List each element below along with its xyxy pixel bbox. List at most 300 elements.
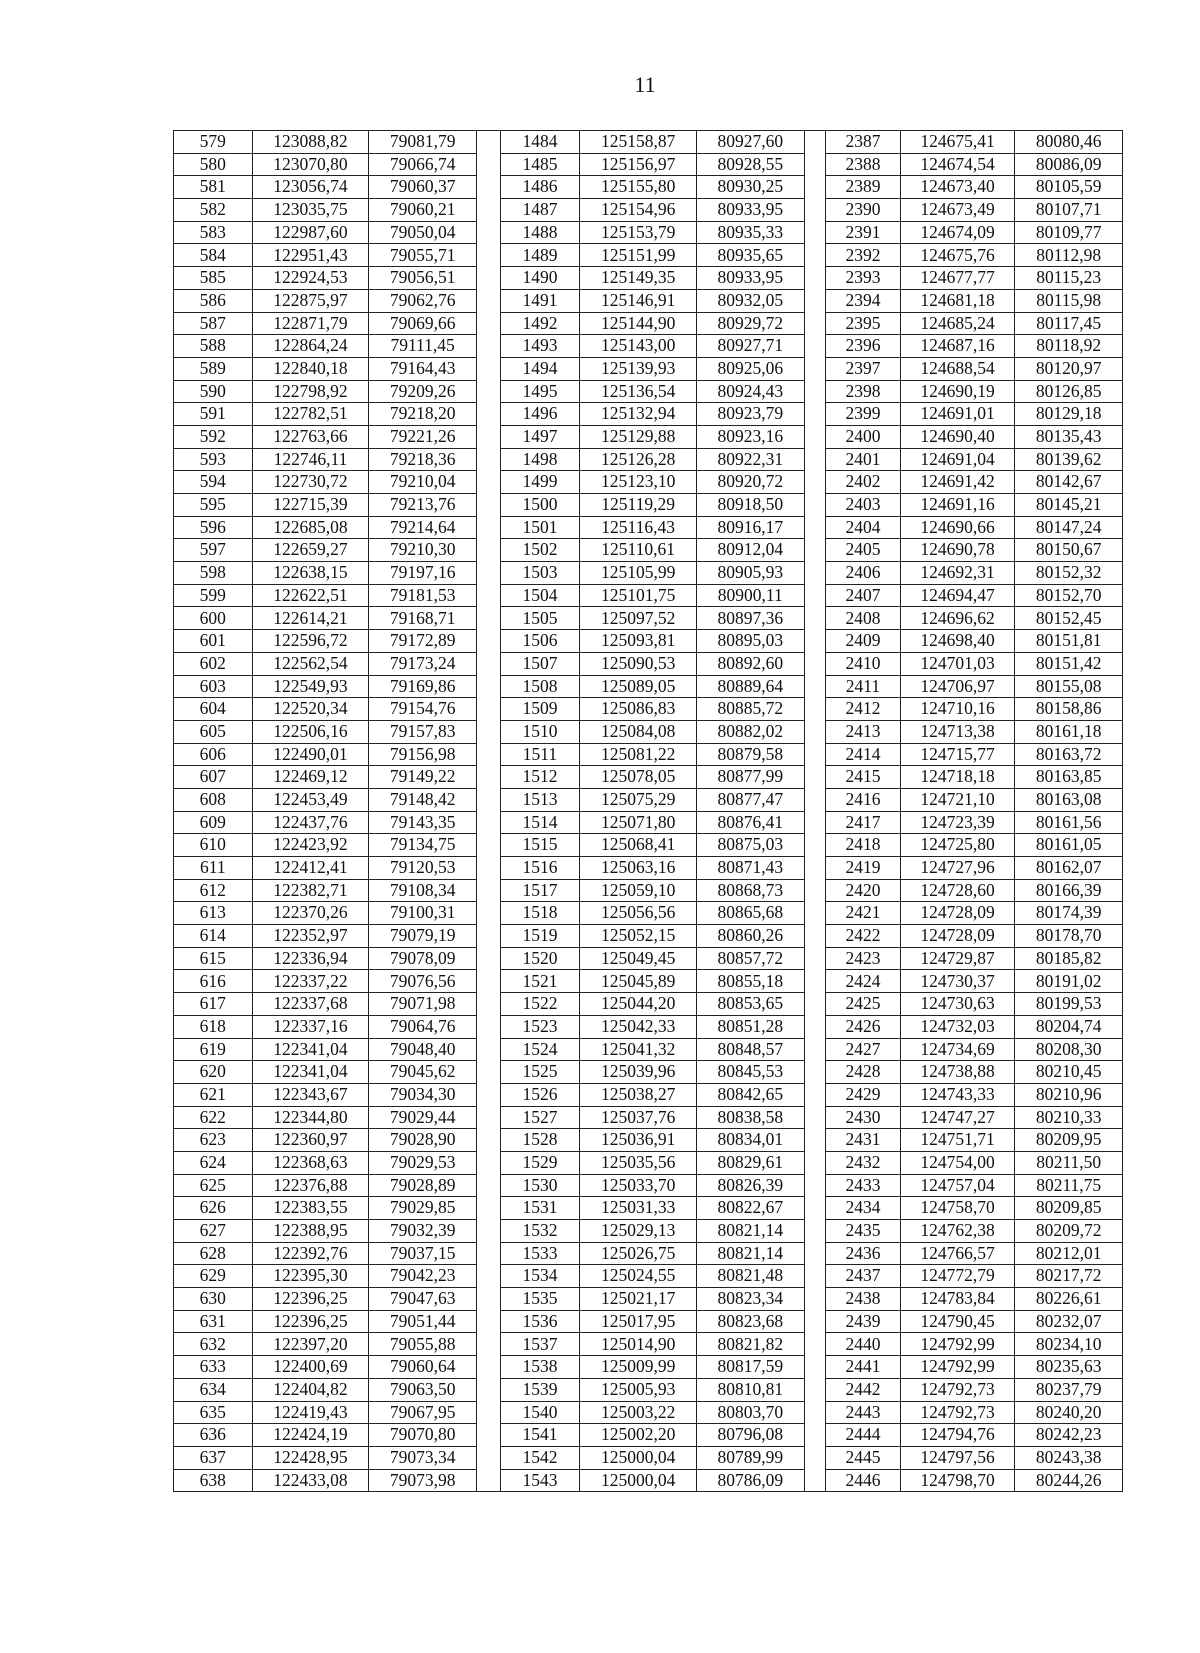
x-coordinate-cell: 124728,60 (900, 879, 1015, 902)
point-number-cell: 631 (174, 1310, 253, 1333)
point-number-cell: 2403 (826, 494, 900, 517)
point-number-cell: 1493 (500, 335, 580, 358)
point-number-cell: 2439 (826, 1310, 900, 1333)
coordinates-table (173, 130, 1123, 1492)
table-row (174, 1106, 1123, 1129)
point-number-cell: 1526 (500, 1083, 580, 1106)
x-coordinate-cell: 122424,19 (252, 1424, 369, 1447)
column-separator (476, 199, 500, 222)
column-separator (476, 562, 500, 585)
point-number-cell: 2394 (826, 289, 900, 312)
y-coordinate-cell: 80845,53 (697, 1061, 805, 1084)
point-number-cell: 2411 (826, 675, 900, 698)
point-number-cell: 1532 (500, 1220, 580, 1243)
y-coordinate-cell: 80152,32 (1015, 562, 1123, 585)
point-number-cell: 2390 (826, 199, 900, 222)
x-coordinate-cell: 122400,69 (252, 1356, 369, 1379)
point-number-cell: 1539 (500, 1378, 580, 1401)
table-row (174, 857, 1123, 880)
column-separator (804, 1083, 826, 1106)
column-separator (804, 312, 826, 335)
point-number-cell: 1518 (500, 902, 580, 925)
x-coordinate-cell: 124728,09 (900, 925, 1015, 948)
point-number-cell: 2401 (826, 448, 900, 471)
y-coordinate-cell: 80237,79 (1015, 1378, 1123, 1401)
point-number-cell: 1542 (500, 1446, 580, 1469)
y-coordinate-cell: 80882,02 (697, 720, 805, 743)
y-coordinate-cell: 80857,72 (697, 947, 805, 970)
y-coordinate-cell: 80158,86 (1015, 698, 1123, 721)
x-coordinate-cell: 124698,40 (900, 630, 1015, 653)
x-coordinate-cell: 122337,68 (252, 993, 369, 1016)
column-separator (804, 1401, 826, 1424)
table-row (174, 720, 1123, 743)
y-coordinate-cell: 80145,21 (1015, 494, 1123, 517)
table-row (174, 1151, 1123, 1174)
table-row (174, 403, 1123, 426)
point-number-cell: 637 (174, 1446, 253, 1469)
point-number-cell: 629 (174, 1265, 253, 1288)
table-row (174, 811, 1123, 834)
x-coordinate-cell: 125090,53 (580, 652, 697, 675)
column-separator (804, 448, 826, 471)
point-number-cell: 593 (174, 448, 253, 471)
y-coordinate-cell: 80842,65 (697, 1083, 805, 1106)
table-row (174, 289, 1123, 312)
x-coordinate-cell: 124798,70 (900, 1469, 1015, 1492)
point-number-cell: 581 (174, 176, 253, 199)
x-coordinate-cell: 124727,96 (900, 857, 1015, 880)
point-number-cell: 632 (174, 1333, 253, 1356)
x-coordinate-cell: 124747,27 (900, 1106, 1015, 1129)
y-coordinate-cell: 80810,81 (697, 1378, 805, 1401)
table-row (174, 1401, 1123, 1424)
point-number-cell: 611 (174, 857, 253, 880)
x-coordinate-cell: 124690,19 (900, 380, 1015, 403)
y-coordinate-cell: 80923,16 (697, 425, 805, 448)
table-row (174, 1288, 1123, 1311)
y-coordinate-cell: 80885,72 (697, 698, 805, 721)
x-coordinate-cell: 122562,54 (252, 652, 369, 675)
point-number-cell: 1512 (500, 766, 580, 789)
x-coordinate-cell: 124691,01 (900, 403, 1015, 426)
x-coordinate-cell: 125036,91 (580, 1129, 697, 1152)
y-coordinate-cell: 80897,36 (697, 607, 805, 630)
table-row (174, 630, 1123, 653)
point-number-cell: 1491 (500, 289, 580, 312)
x-coordinate-cell: 124772,79 (900, 1265, 1015, 1288)
y-coordinate-cell: 79213,76 (369, 494, 477, 517)
point-number-cell: 615 (174, 947, 253, 970)
column-separator (804, 1061, 826, 1084)
y-coordinate-cell: 80209,72 (1015, 1220, 1123, 1243)
point-number-cell: 1524 (500, 1038, 580, 1061)
point-number-cell: 1497 (500, 425, 580, 448)
y-coordinate-cell: 79079,19 (369, 925, 477, 948)
x-coordinate-cell: 125041,32 (580, 1038, 697, 1061)
column-separator (804, 879, 826, 902)
point-number-cell: 2405 (826, 539, 900, 562)
y-coordinate-cell: 80210,96 (1015, 1083, 1123, 1106)
column-separator (476, 1242, 500, 1265)
point-number-cell: 622 (174, 1106, 253, 1129)
point-number-cell: 583 (174, 221, 253, 244)
table-row (174, 1424, 1123, 1447)
y-coordinate-cell: 79029,44 (369, 1106, 477, 1129)
table-row (174, 425, 1123, 448)
x-coordinate-cell: 125154,96 (580, 199, 697, 222)
y-coordinate-cell: 80211,75 (1015, 1174, 1123, 1197)
y-coordinate-cell: 80927,60 (697, 131, 805, 154)
column-separator (804, 993, 826, 1016)
x-coordinate-cell: 125000,04 (580, 1446, 697, 1469)
x-coordinate-cell: 122622,51 (252, 584, 369, 607)
point-number-cell: 621 (174, 1083, 253, 1106)
column-separator (804, 1242, 826, 1265)
x-coordinate-cell: 124691,04 (900, 448, 1015, 471)
x-coordinate-cell: 125110,61 (580, 539, 697, 562)
point-number-cell: 623 (174, 1129, 253, 1152)
x-coordinate-cell: 124706,97 (900, 675, 1015, 698)
column-separator (804, 425, 826, 448)
point-number-cell: 634 (174, 1378, 253, 1401)
x-coordinate-cell: 125086,83 (580, 698, 697, 721)
x-coordinate-cell: 125081,22 (580, 743, 697, 766)
y-coordinate-cell: 79111,45 (369, 335, 477, 358)
table-row (174, 788, 1123, 811)
column-separator (804, 516, 826, 539)
page-number: 11 (634, 72, 656, 97)
point-number-cell: 604 (174, 698, 253, 721)
y-coordinate-cell: 80877,99 (697, 766, 805, 789)
y-coordinate-cell: 80162,07 (1015, 857, 1123, 880)
column-separator (804, 357, 826, 380)
y-coordinate-cell: 80823,34 (697, 1288, 805, 1311)
point-number-cell: 1488 (500, 221, 580, 244)
x-coordinate-cell: 122864,24 (252, 335, 369, 358)
y-coordinate-cell: 79149,22 (369, 766, 477, 789)
x-coordinate-cell: 124674,54 (900, 153, 1015, 176)
y-coordinate-cell: 80243,38 (1015, 1446, 1123, 1469)
column-separator (804, 289, 826, 312)
table-row (174, 1129, 1123, 1152)
y-coordinate-cell: 80118,92 (1015, 335, 1123, 358)
point-number-cell: 618 (174, 1015, 253, 1038)
y-coordinate-cell: 79069,66 (369, 312, 477, 335)
point-number-cell: 624 (174, 1151, 253, 1174)
x-coordinate-cell: 124675,41 (900, 131, 1015, 154)
table-row (174, 834, 1123, 857)
x-coordinate-cell: 124674,09 (900, 221, 1015, 244)
y-coordinate-cell: 80115,23 (1015, 267, 1123, 290)
column-separator (476, 607, 500, 630)
x-coordinate-cell: 125105,99 (580, 562, 697, 585)
y-coordinate-cell: 79218,36 (369, 448, 477, 471)
point-number-cell: 2392 (826, 244, 900, 267)
x-coordinate-cell: 125136,54 (580, 380, 697, 403)
x-coordinate-cell: 122360,97 (252, 1129, 369, 1152)
point-number-cell: 633 (174, 1356, 253, 1379)
x-coordinate-cell: 122549,93 (252, 675, 369, 698)
column-separator (476, 675, 500, 698)
point-number-cell: 619 (174, 1038, 253, 1061)
column-separator (476, 788, 500, 811)
column-separator (476, 1015, 500, 1038)
column-separator (476, 403, 500, 426)
point-number-cell: 1519 (500, 925, 580, 948)
x-coordinate-cell: 122382,71 (252, 879, 369, 902)
point-number-cell: 2418 (826, 834, 900, 857)
x-coordinate-cell: 122782,51 (252, 403, 369, 426)
x-coordinate-cell: 122638,15 (252, 562, 369, 585)
point-number-cell: 2396 (826, 335, 900, 358)
x-coordinate-cell: 124696,62 (900, 607, 1015, 630)
x-coordinate-cell: 122987,60 (252, 221, 369, 244)
point-number-cell: 2409 (826, 630, 900, 653)
column-separator (804, 1446, 826, 1469)
column-separator (476, 879, 500, 902)
column-separator (804, 766, 826, 789)
column-separator (476, 993, 500, 1016)
point-number-cell: 2415 (826, 766, 900, 789)
point-number-cell: 599 (174, 584, 253, 607)
point-number-cell: 606 (174, 743, 253, 766)
y-coordinate-cell: 79048,40 (369, 1038, 477, 1061)
x-coordinate-cell: 125071,80 (580, 811, 697, 834)
column-separator (476, 743, 500, 766)
point-number-cell: 2387 (826, 131, 900, 154)
column-separator (476, 471, 500, 494)
point-number-cell: 2422 (826, 925, 900, 948)
table-row (174, 448, 1123, 471)
x-coordinate-cell: 125151,99 (580, 244, 697, 267)
x-coordinate-cell: 122437,76 (252, 811, 369, 834)
column-separator (476, 176, 500, 199)
y-coordinate-cell: 79055,88 (369, 1333, 477, 1356)
point-number-cell: 1513 (500, 788, 580, 811)
y-coordinate-cell: 79066,74 (369, 153, 477, 176)
column-separator (476, 1310, 500, 1333)
point-number-cell: 2430 (826, 1106, 900, 1129)
x-coordinate-cell: 125009,99 (580, 1356, 697, 1379)
point-number-cell: 2398 (826, 380, 900, 403)
table-row (174, 1265, 1123, 1288)
point-number-cell: 627 (174, 1220, 253, 1243)
table-row (174, 1015, 1123, 1038)
y-coordinate-cell: 79120,53 (369, 857, 477, 880)
x-coordinate-cell: 124685,24 (900, 312, 1015, 335)
x-coordinate-cell: 124691,42 (900, 471, 1015, 494)
y-coordinate-cell: 80161,18 (1015, 720, 1123, 743)
point-number-cell: 580 (174, 153, 253, 176)
y-coordinate-cell: 79134,75 (369, 834, 477, 857)
y-coordinate-cell: 80191,02 (1015, 970, 1123, 993)
y-coordinate-cell: 79062,76 (369, 289, 477, 312)
x-coordinate-cell: 122352,97 (252, 925, 369, 948)
point-number-cell: 635 (174, 1401, 253, 1424)
y-coordinate-cell: 80226,61 (1015, 1288, 1123, 1311)
y-coordinate-cell: 80112,98 (1015, 244, 1123, 267)
y-coordinate-cell: 80152,45 (1015, 607, 1123, 630)
x-coordinate-cell: 122370,26 (252, 902, 369, 925)
y-coordinate-cell: 79028,89 (369, 1174, 477, 1197)
table-row (174, 607, 1123, 630)
x-coordinate-cell: 122396,25 (252, 1288, 369, 1311)
column-separator (476, 584, 500, 607)
point-number-cell: 1505 (500, 607, 580, 630)
point-number-cell: 1543 (500, 1469, 580, 1492)
y-coordinate-cell: 80211,50 (1015, 1151, 1123, 1174)
y-coordinate-cell: 80821,82 (697, 1333, 805, 1356)
x-coordinate-cell: 125038,27 (580, 1083, 697, 1106)
point-number-cell: 616 (174, 970, 253, 993)
column-separator (804, 1333, 826, 1356)
x-coordinate-cell: 124751,71 (900, 1129, 1015, 1152)
table-row (174, 357, 1123, 380)
column-separator (804, 743, 826, 766)
column-separator (476, 652, 500, 675)
column-separator (476, 289, 500, 312)
column-separator (804, 471, 826, 494)
point-number-cell: 597 (174, 539, 253, 562)
column-separator (476, 947, 500, 970)
point-number-cell: 638 (174, 1469, 253, 1492)
table-row (174, 743, 1123, 766)
column-separator (476, 1061, 500, 1084)
y-coordinate-cell: 79143,35 (369, 811, 477, 834)
table-row (174, 970, 1123, 993)
x-coordinate-cell: 123088,82 (252, 131, 369, 154)
x-coordinate-cell: 125149,35 (580, 267, 697, 290)
point-number-cell: 585 (174, 267, 253, 290)
y-coordinate-cell: 80912,04 (697, 539, 805, 562)
y-coordinate-cell: 79045,62 (369, 1061, 477, 1084)
point-number-cell: 2440 (826, 1333, 900, 1356)
y-coordinate-cell: 80875,03 (697, 834, 805, 857)
point-number-cell: 2437 (826, 1265, 900, 1288)
x-coordinate-cell: 124792,99 (900, 1333, 1015, 1356)
x-coordinate-cell: 125129,88 (580, 425, 697, 448)
y-coordinate-cell: 79051,44 (369, 1310, 477, 1333)
column-separator (476, 1446, 500, 1469)
y-coordinate-cell: 80932,05 (697, 289, 805, 312)
point-number-cell: 1509 (500, 698, 580, 721)
y-coordinate-cell: 80876,41 (697, 811, 805, 834)
column-separator (804, 1265, 826, 1288)
x-coordinate-cell: 122337,16 (252, 1015, 369, 1038)
x-coordinate-cell: 122395,30 (252, 1265, 369, 1288)
point-number-cell: 2443 (826, 1401, 900, 1424)
point-number-cell: 1498 (500, 448, 580, 471)
point-number-cell: 630 (174, 1288, 253, 1311)
table-row (174, 221, 1123, 244)
x-coordinate-cell: 125146,91 (580, 289, 697, 312)
column-separator (476, 1174, 500, 1197)
x-coordinate-cell: 125155,80 (580, 176, 697, 199)
point-number-cell: 625 (174, 1174, 253, 1197)
column-separator (476, 425, 500, 448)
x-coordinate-cell: 124743,33 (900, 1083, 1015, 1106)
x-coordinate-cell: 124758,70 (900, 1197, 1015, 1220)
point-number-cell: 2395 (826, 312, 900, 335)
point-number-cell: 592 (174, 425, 253, 448)
x-coordinate-cell: 125045,89 (580, 970, 697, 993)
point-number-cell: 1506 (500, 630, 580, 653)
point-number-cell: 2424 (826, 970, 900, 993)
y-coordinate-cell: 79029,53 (369, 1151, 477, 1174)
x-coordinate-cell: 123070,80 (252, 153, 369, 176)
y-coordinate-cell: 79073,34 (369, 1446, 477, 1469)
y-coordinate-cell: 80235,63 (1015, 1356, 1123, 1379)
x-coordinate-cell: 123035,75 (252, 199, 369, 222)
y-coordinate-cell: 80161,56 (1015, 811, 1123, 834)
column-separator (476, 221, 500, 244)
x-coordinate-cell: 124729,87 (900, 947, 1015, 970)
point-number-cell: 1522 (500, 993, 580, 1016)
y-coordinate-cell: 80892,60 (697, 652, 805, 675)
point-number-cell: 591 (174, 403, 253, 426)
x-coordinate-cell: 122924,53 (252, 267, 369, 290)
x-coordinate-cell: 122433,08 (252, 1469, 369, 1492)
column-separator (804, 1424, 826, 1447)
y-coordinate-cell: 80086,09 (1015, 153, 1123, 176)
point-number-cell: 2441 (826, 1356, 900, 1379)
column-separator (804, 539, 826, 562)
column-separator (804, 788, 826, 811)
x-coordinate-cell: 122341,04 (252, 1038, 369, 1061)
y-coordinate-cell: 79076,56 (369, 970, 477, 993)
x-coordinate-cell: 125037,76 (580, 1106, 697, 1129)
y-coordinate-cell: 80900,11 (697, 584, 805, 607)
y-coordinate-cell: 79060,37 (369, 176, 477, 199)
x-coordinate-cell: 122343,67 (252, 1083, 369, 1106)
point-number-cell: 2442 (826, 1378, 900, 1401)
column-separator (476, 1401, 500, 1424)
point-number-cell: 2400 (826, 425, 900, 448)
x-coordinate-cell: 124691,16 (900, 494, 1015, 517)
table-row (174, 1469, 1123, 1492)
x-coordinate-cell: 124690,40 (900, 425, 1015, 448)
x-coordinate-cell: 124730,37 (900, 970, 1015, 993)
y-coordinate-cell: 79221,26 (369, 425, 477, 448)
point-number-cell: 1507 (500, 652, 580, 675)
point-number-cell: 1515 (500, 834, 580, 857)
point-number-cell: 2431 (826, 1129, 900, 1152)
y-coordinate-cell: 79070,80 (369, 1424, 477, 1447)
column-separator (804, 811, 826, 834)
y-coordinate-cell: 80178,70 (1015, 925, 1123, 948)
y-coordinate-cell: 80120,97 (1015, 357, 1123, 380)
x-coordinate-cell: 122412,41 (252, 857, 369, 880)
x-coordinate-cell: 122392,76 (252, 1242, 369, 1265)
table-row (174, 925, 1123, 948)
column-separator (804, 1378, 826, 1401)
y-coordinate-cell: 79067,95 (369, 1401, 477, 1424)
x-coordinate-cell: 125089,05 (580, 675, 697, 698)
y-coordinate-cell: 79063,50 (369, 1378, 477, 1401)
table-row (174, 675, 1123, 698)
point-number-cell: 2407 (826, 584, 900, 607)
table-row (174, 902, 1123, 925)
point-number-cell: 1533 (500, 1242, 580, 1265)
point-number-cell: 596 (174, 516, 253, 539)
point-number-cell: 2445 (826, 1446, 900, 1469)
table-row (174, 947, 1123, 970)
x-coordinate-cell: 124677,77 (900, 267, 1015, 290)
point-number-cell: 2425 (826, 993, 900, 1016)
y-coordinate-cell: 79028,90 (369, 1129, 477, 1152)
point-number-cell: 2427 (826, 1038, 900, 1061)
